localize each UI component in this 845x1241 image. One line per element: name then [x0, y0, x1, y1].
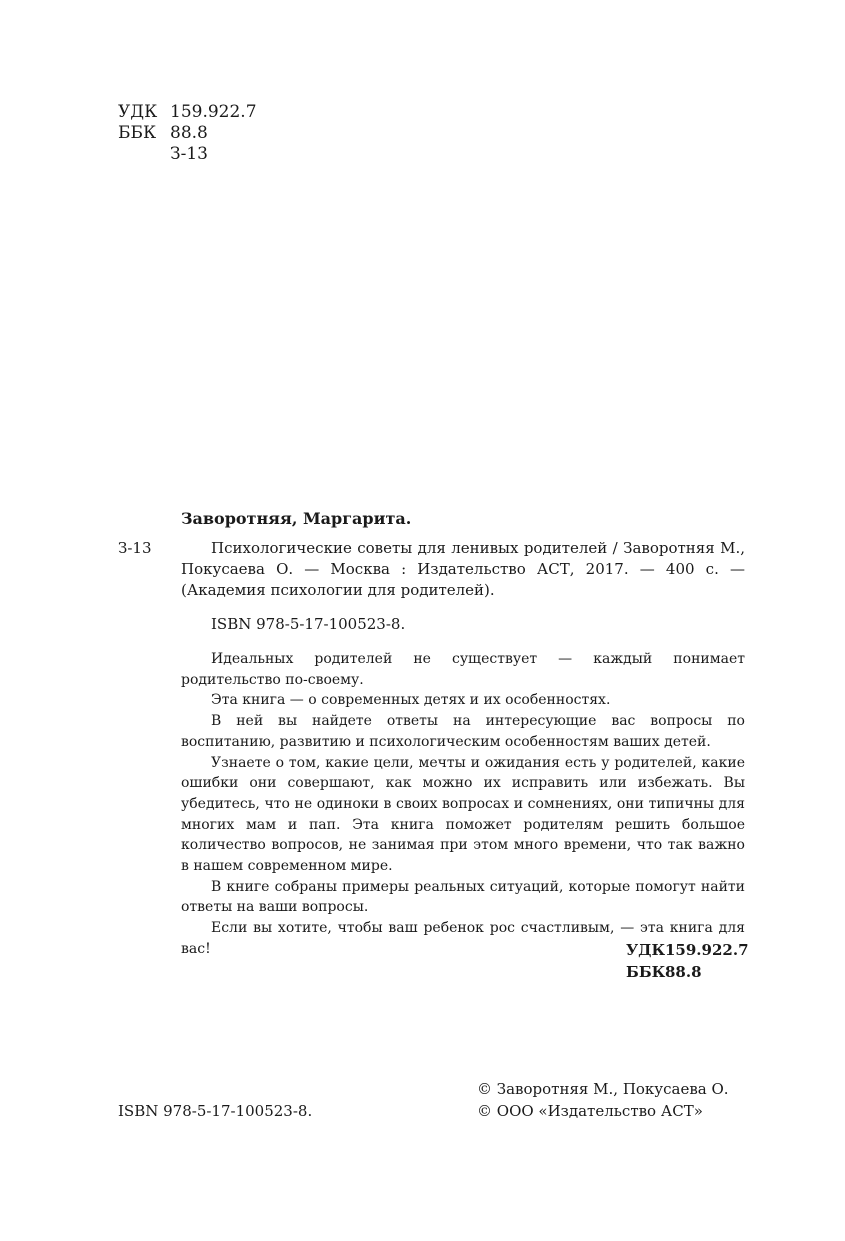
- isbn-line: ISBN 978-5-17-100523-8.: [211, 615, 406, 633]
- copyright-authors: © Заворотняя М., Покусаева О.: [477, 1080, 729, 1098]
- bbk-row: [118, 123, 257, 144]
- bibliographic-citation: Психологические советы для ленивых родителей / Заворотняя М., Покусаева О. — Москва : Издательство АСТ, 2017. — 400 с. — (Академия психологии для родителей).: [181, 539, 745, 599]
- udk-label: УДК: [118, 102, 158, 122]
- annotation-paragraph: В книге собраны примеры реальных ситуаций, которые помогут найти ответы на ваши вопросы.: [181, 878, 745, 916]
- bbk-value: 88.8: [170, 123, 208, 143]
- annotation: [181, 649, 745, 960]
- copyright-block: [477, 1078, 729, 1122]
- copyright-publisher: © ООО «Издательство АСТ»: [477, 1102, 703, 1120]
- annotation-paragraph: В ней вы найдете ответы на интересующие вас вопросы по воспитанию, развитию и психологическим особенностям ваших детей.: [181, 713, 745, 750]
- udk-value: 159.922.7: [170, 102, 257, 122]
- bbk-bottom-value: 88.8: [665, 963, 702, 981]
- author-mark: З-13: [170, 144, 208, 164]
- bbk-label: ББК: [118, 123, 157, 143]
- bbk-bottom-row: [626, 961, 749, 983]
- isbn-footer: ISBN 978-5-17-100523-8.: [118, 1102, 313, 1120]
- catalog-code: З-13: [118, 539, 152, 557]
- author-mark-row: [118, 144, 257, 165]
- classification-bottom: [626, 939, 749, 983]
- bbk-bottom-label: ББК: [626, 963, 666, 981]
- udk-bottom-value: 159.922.7: [665, 941, 749, 959]
- udk-bottom-label: УДК: [626, 941, 666, 959]
- annotation-paragraph: Эта книга — о современных детях и их особенностях.: [211, 692, 611, 709]
- classification-block: [118, 102, 257, 165]
- annotation-paragraph: Узнаете о том, какие цели, мечты и ожидания есть у родителей, какие ошибки они совершают, как можно их исправить или избежать. Вы убедитесь, что не одиноки в своих вопросах и сомнениях, они типичны для многих мам и пап. Эта книга поможет родителям решить большое количество вопросов, не занимая при этом много времени, что так важно в нашем современном мире.: [181, 754, 745, 875]
- udk-bottom-row: [626, 939, 749, 961]
- udk-row: [118, 102, 257, 123]
- annotation-paragraph: Идеальных родителей не существует — каждый понимает родительство по-своему.: [181, 651, 745, 688]
- author-heading: Заворотняя, Маргарита.: [181, 509, 412, 528]
- annotation-paragraph: Если вы хотите, чтобы ваш ребенок рос счастливым, — эта книга для вас!: [181, 920, 745, 957]
